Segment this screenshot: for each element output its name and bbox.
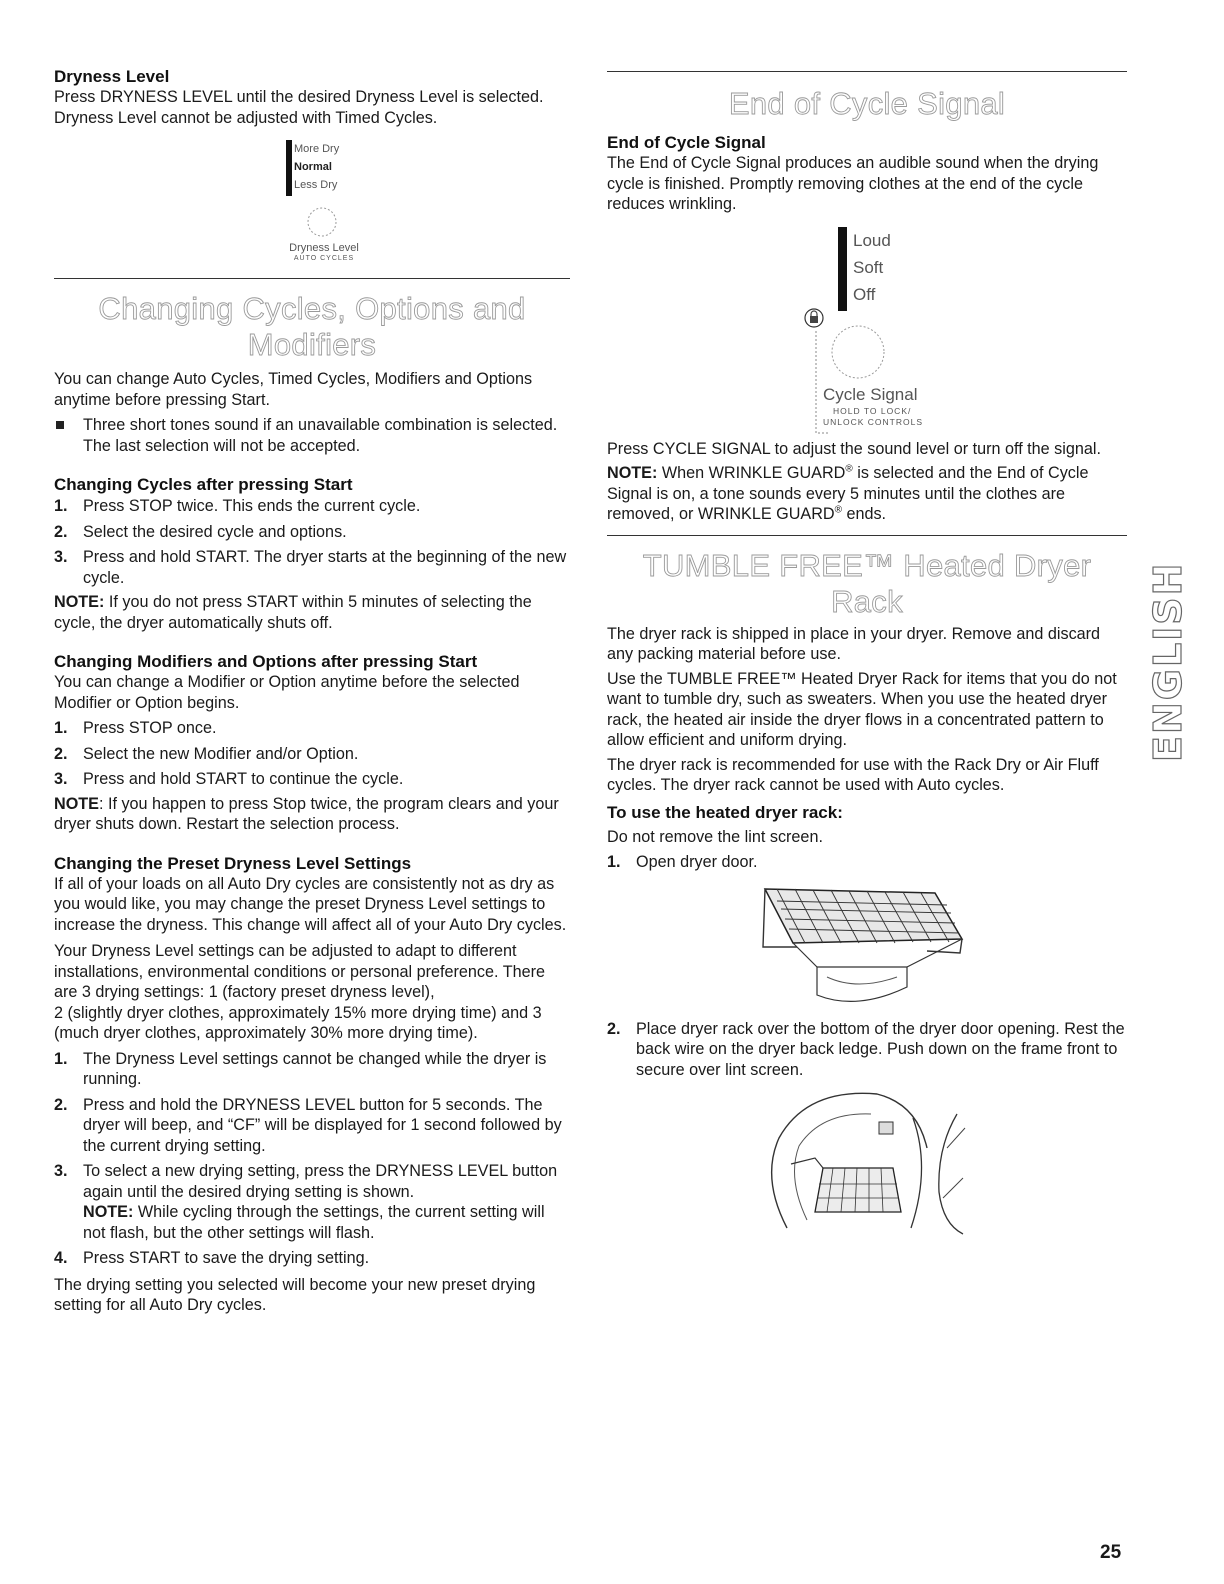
- list-item: 1. The Dryness Level settings cannot be changed while the dryer is running.: [54, 1049, 547, 1088]
- use-rack-heading: To use the heated dryer rack:: [607, 802, 843, 822]
- preset-dryness-heading: Changing the Preset Dryness Level Settings: [54, 853, 412, 873]
- dryness-option-more-dry: More Dry: [294, 143, 340, 155]
- left-column: [54, 66, 570, 1316]
- auto-cycles-label: AUTO CYCLES: [293, 255, 355, 262]
- preset-p1: If all of your loads on all Auto Dry cycles are consistently not as dry as you would like, you may change the preset Dryness Level settings to increase the dryness. This change will affect all of your Auto Dry cycles.: [54, 874, 567, 934]
- page-number: 25: [1100, 1542, 1122, 1563]
- dryness-level-text: Press DRYNESS LEVEL until the desired Dryness Level is selected. Dryness Level cannot be adjusted with Timed Cycles.: [54, 88, 544, 127]
- cycle-signal-instructions: Press CYCLE SIGNAL to adjust the sound level or turn off the signal.: [607, 439, 1101, 458]
- list-item: 1. Press STOP twice. This ends the current cycle.: [54, 497, 421, 515]
- rack-p3: The dryer rack is recommended for use with the Rack Dry or Air Fluff cycles. The dryer rack cannot be used with Auto cycles.: [607, 755, 1099, 794]
- tumble-free-section-title: TUMBLE FREE™ Heated Dryer Rack: [642, 547, 1092, 619]
- after-start-note: NOTE: If you do not press START within 5 minutes of selecting the cycle, the dryer automatically shuts off.: [54, 593, 532, 632]
- dryness-level-diagram: [54, 128, 570, 266]
- section-divider: [607, 71, 1127, 72]
- signal-option-loud: Loud: [853, 230, 891, 250]
- changing-cycles-after-start-heading: Changing Cycles after pressing Start: [54, 475, 353, 494]
- use-rack-intro: Do not remove the lint screen.: [607, 827, 823, 846]
- dryer-door-illustration: [767, 1088, 967, 1238]
- signal-indicator-bar: [838, 227, 847, 311]
- signal-option-soft: Soft: [853, 257, 884, 277]
- list-item: 4. Press START to save the drying setting.: [54, 1249, 370, 1267]
- hold-to-lock-label: HOLD TO LOCK/: [833, 405, 912, 416]
- rack-p1: The dryer rack is shipped in place in your dryer. Remove and discard any packing material before use.: [607, 624, 1101, 663]
- list-item: 3. Press and hold START to continue the cycle.: [54, 770, 404, 788]
- rack-p2: Use the TUMBLE FREE™ Heated Dryer Rack for items that you do not want to tumble dry, such as sweaters. When you use the heated dryer rack, the heated air inside the dryer flows in a concentrated pattern to allow efficient and uniform drying.: [607, 669, 1117, 749]
- cycle-signal-label: Cycle Signal: [823, 384, 918, 404]
- wrinkle-guard-note: NOTE: When WRINKLE GUARD® is selected and the End of Cycle Signal is on, a tone sounds every 5 minutes until the clothes are removed, or WRINKLE GUARD® ends.: [607, 463, 1089, 523]
- dryer-rack-illustration: [757, 887, 967, 1007]
- dryness-level-heading: Dryness Level: [54, 67, 170, 86]
- right-column: [607, 71, 1127, 1238]
- cycle-signal-button[interactable]: [829, 323, 887, 381]
- preset-p2: Your Dryness Level settings can be adjusted to adapt to different installations, environmental conditions or personal preference. There are 3 drying settings: 1 (factory preset dryness level),: [54, 942, 545, 1001]
- changing-modifiers-heading: Changing Modifiers and Options after pressing Start: [54, 652, 478, 671]
- changing-cycles-section-title: Changing Cycles, Options and Modifiers: [98, 291, 526, 362]
- end-of-cycle-section-title: End of Cycle Signal: [728, 86, 1006, 121]
- list-item: 1. Open dryer door.: [607, 853, 758, 871]
- signal-option-off: Off: [853, 284, 876, 304]
- list-item: 2. Press and hold the DRYNESS LEVEL button for 5 seconds. The dryer will beep, and “CF” will be displayed for 1 second followed by the current drying setting.: [54, 1095, 562, 1155]
- list-item: 3. Press and hold START. The dryer starts at the beginning of the new cycle.: [54, 548, 567, 587]
- dryness-level-label: Dryness Level: [289, 242, 359, 254]
- list-item: 2. Select the desired cycle and options.: [54, 522, 347, 541]
- list-item: 1. Press STOP once.: [54, 719, 217, 737]
- language-side-tab: [1146, 561, 1190, 762]
- dryness-option-less-dry: Less Dry: [294, 179, 338, 191]
- dryness-option-normal: Normal: [294, 161, 332, 173]
- section-divider: [54, 278, 570, 279]
- modifiers-note: NOTE: If you happen to press Stop twice, the program clears and your dryer shuts down. Restart the selection process.: [54, 794, 559, 833]
- preset-closing: The drying setting you selected will become your new preset drying setting for all Auto Dry cycles.: [54, 1275, 536, 1314]
- side-tab-label: ENGLISH: [1146, 561, 1190, 762]
- lock-icon: [803, 307, 825, 329]
- section-divider: [607, 535, 1127, 536]
- list-item: 2. Select the new Modifier and/or Option.: [54, 744, 359, 763]
- list-item: 3. To select a new drying setting, press the DRYNESS LEVEL button again until the desired drying setting is shown. NOTE: While cycling through the settings, the current setting will not flash, but the other settings will flash.: [54, 1162, 558, 1242]
- dryness-level-button[interactable]: [306, 206, 338, 238]
- end-of-cycle-heading: End of Cycle Signal: [607, 133, 766, 152]
- dryness-indicator-bar: [286, 140, 292, 196]
- preset-p2b: 2 (slightly dryer clothes, approximately 15% more drying time) and 3 (much dryer clothes, approximately 30% more drying time).: [54, 1003, 542, 1042]
- unlock-controls-label: UNLOCK CONTROLS: [823, 416, 924, 427]
- cycle-signal-diagram: [607, 215, 1127, 429]
- changing-intro: You can change Auto Cycles, Timed Cycles, Modifiers and Options anytime before pressing Start.: [54, 370, 533, 409]
- unavailable-combination-bullet: Three short tones sound if an unavailable combination is selected. The last selection will not be accepted.: [54, 415, 570, 456]
- modifiers-intro: You can change a Modifier or Option anytime before the selected Modifier or Option begins.: [54, 673, 520, 712]
- end-of-cycle-text: The End of Cycle Signal produces an audible sound when the drying cycle is finished. Promptly removing clothes at the end of the cycle reduces wrinkling.: [607, 154, 1099, 213]
- list-item: 2. Place dryer rack over the bottom of the dryer door opening. Rest the back wire on the dryer back ledge. Push down on the frame front to secure over lint screen.: [607, 1019, 1125, 1079]
